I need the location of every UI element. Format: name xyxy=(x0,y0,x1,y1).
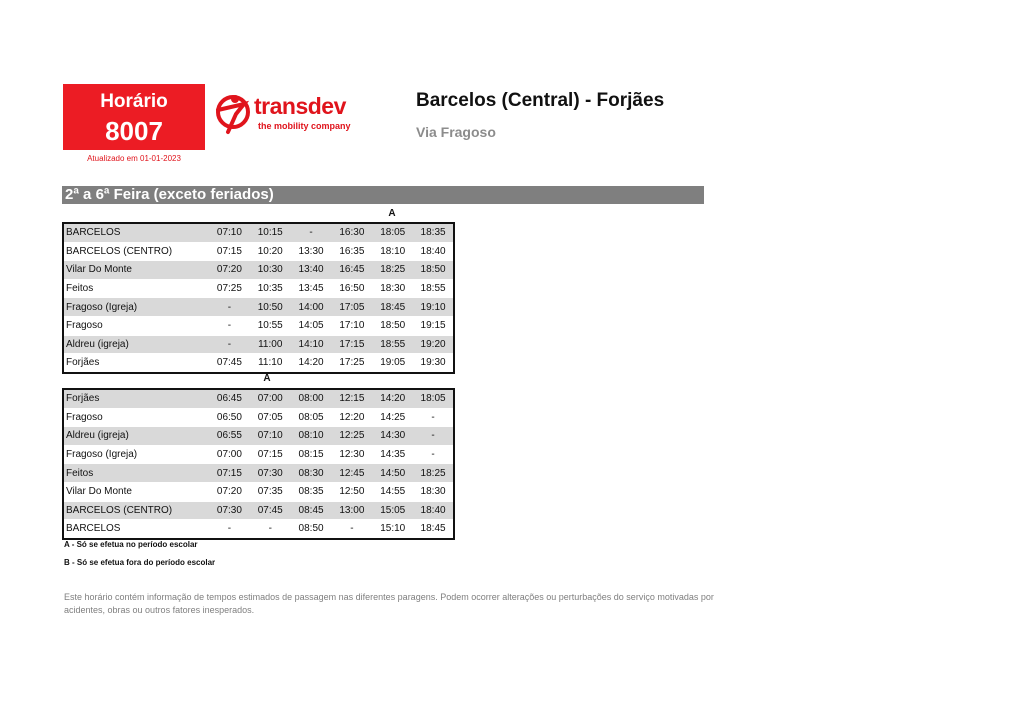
timetable-outbound xyxy=(62,222,455,374)
departure-time: 08:30 xyxy=(291,464,332,483)
departure-time: 17:25 xyxy=(331,354,372,373)
departure-time: 18:55 xyxy=(413,279,454,298)
departure-time: 08:15 xyxy=(291,445,332,464)
legend-b: B - Só se efetua fora do período escolar xyxy=(64,558,216,567)
departure-time: - xyxy=(209,520,250,539)
departure-time: 07:30 xyxy=(209,501,250,520)
departure-time: 12:30 xyxy=(331,445,372,464)
logo-word: transdev xyxy=(254,93,346,119)
departure-time: 11:00 xyxy=(250,335,291,354)
departure-time: 16:50 xyxy=(331,279,372,298)
updated-date: Atualizado em 01-01-2023 xyxy=(87,154,181,163)
departure-time: - xyxy=(413,427,454,446)
departure-time: 08:05 xyxy=(291,408,332,427)
transdev-figure-icon xyxy=(214,92,252,136)
departure-time: 08:00 xyxy=(291,389,332,408)
stop-name: BARCELOS xyxy=(63,520,209,539)
departure-time: 07:15 xyxy=(209,242,250,261)
departure-time: 19:30 xyxy=(413,354,454,373)
departure-time: 17:15 xyxy=(331,335,372,354)
departure-time: 14:35 xyxy=(372,445,413,464)
stop-name: Aldreu (igreja) xyxy=(63,427,209,446)
departure-time: 06:55 xyxy=(209,427,250,446)
departure-time: 13:30 xyxy=(291,242,332,261)
departure-time: 18:40 xyxy=(413,242,454,261)
departure-time: 14:00 xyxy=(291,298,332,317)
departure-time: 14:10 xyxy=(291,335,332,354)
departure-time: 16:45 xyxy=(331,261,372,280)
departure-time: - xyxy=(209,298,250,317)
table-row xyxy=(63,464,454,483)
stop-name: Vilar Do Monte xyxy=(63,261,209,280)
departure-time: 12:50 xyxy=(331,482,372,501)
departure-time: 16:30 xyxy=(331,223,372,242)
table-row xyxy=(63,520,454,539)
departure-time: 07:05 xyxy=(250,408,291,427)
departure-time: 07:45 xyxy=(250,501,291,520)
stop-name: Aldreu (igreja) xyxy=(63,335,209,354)
stop-name: Fragoso xyxy=(63,408,209,427)
stop-name: Fragoso (Igreja) xyxy=(63,298,209,317)
departure-time: 18:45 xyxy=(413,520,454,539)
departure-time: - xyxy=(291,223,332,242)
departure-time: 18:35 xyxy=(413,223,454,242)
departure-time: 17:10 xyxy=(331,316,372,335)
departure-time: 06:45 xyxy=(209,389,250,408)
table-row xyxy=(63,335,454,354)
departure-time: 12:25 xyxy=(331,427,372,446)
route-via: Via Fragoso xyxy=(416,124,496,140)
departure-time: 18:50 xyxy=(413,261,454,280)
route-number: 8007 xyxy=(105,116,163,146)
departure-time: 10:35 xyxy=(250,279,291,298)
departure-time: 19:15 xyxy=(413,316,454,335)
departure-time: 19:20 xyxy=(413,335,454,354)
route-title: Barcelos (Central) - Forjães xyxy=(416,90,665,111)
table-row xyxy=(63,408,454,427)
departure-time: 13:00 xyxy=(331,501,372,520)
stop-name: BARCELOS (CENTRO) xyxy=(63,501,209,520)
section-header: 2ª a 6ª Feira (exceto feriados) xyxy=(62,186,704,204)
departure-time: 08:45 xyxy=(291,501,332,520)
departure-time: 18:50 xyxy=(372,316,413,335)
table-row xyxy=(63,354,454,373)
departure-time: 08:35 xyxy=(291,482,332,501)
departure-time: 18:25 xyxy=(372,261,413,280)
departure-time: 12:45 xyxy=(331,464,372,483)
departure-time: 07:20 xyxy=(209,261,250,280)
stop-name: Forjães xyxy=(63,354,209,373)
departure-time: 18:25 xyxy=(413,464,454,483)
departure-time: 19:10 xyxy=(413,298,454,317)
departure-time: - xyxy=(250,520,291,539)
departure-time: 07:10 xyxy=(250,427,291,446)
stop-name: Feitos xyxy=(63,279,209,298)
departure-time: - xyxy=(413,445,454,464)
departure-time: 07:25 xyxy=(209,279,250,298)
departure-time: 12:20 xyxy=(331,408,372,427)
departure-time: 07:30 xyxy=(250,464,291,483)
departure-time: 18:55 xyxy=(372,335,413,354)
departure-time: 12:15 xyxy=(331,389,372,408)
stop-name: Forjães xyxy=(63,389,209,408)
table-row xyxy=(63,501,454,520)
table-row xyxy=(63,482,454,501)
departure-time: 07:00 xyxy=(209,445,250,464)
departure-time: 18:45 xyxy=(372,298,413,317)
stop-name: Feitos xyxy=(63,464,209,483)
departure-time: 07:45 xyxy=(209,354,250,373)
departure-time: 07:00 xyxy=(250,389,291,408)
departure-time: 14:55 xyxy=(372,482,413,501)
departure-time: 14:20 xyxy=(291,354,332,373)
departure-time: 18:40 xyxy=(413,501,454,520)
table-row xyxy=(63,279,454,298)
legend-a: A - Só se efetua no período escolar xyxy=(64,540,198,549)
stop-name: Fragoso xyxy=(63,316,209,335)
table-row xyxy=(63,316,454,335)
table-row xyxy=(63,223,454,242)
departure-time: 14:50 xyxy=(372,464,413,483)
departure-time: 15:10 xyxy=(372,520,413,539)
departure-time: 14:25 xyxy=(372,408,413,427)
table-row xyxy=(63,445,454,464)
departure-time: 08:10 xyxy=(291,427,332,446)
departure-time: 08:50 xyxy=(291,520,332,539)
departure-time: 19:05 xyxy=(372,354,413,373)
table-row xyxy=(63,298,454,317)
departure-time: - xyxy=(209,316,250,335)
table-row xyxy=(63,389,454,408)
departure-time: 15:05 xyxy=(372,501,413,520)
departure-time: 17:05 xyxy=(331,298,372,317)
departure-time: 13:45 xyxy=(291,279,332,298)
table-row xyxy=(63,242,454,261)
departure-time: 10:15 xyxy=(250,223,291,242)
departure-time: 18:10 xyxy=(372,242,413,261)
route-number-badge xyxy=(63,84,205,150)
departure-time: 10:55 xyxy=(250,316,291,335)
departure-time: 18:30 xyxy=(372,279,413,298)
departure-time: 07:10 xyxy=(209,223,250,242)
departure-time: 18:30 xyxy=(413,482,454,501)
departure-time: 18:05 xyxy=(413,389,454,408)
badge-label: Horário xyxy=(100,91,168,112)
table-row xyxy=(63,261,454,280)
departure-time: - xyxy=(331,520,372,539)
disclaimer-text: Este horário contém informação de tempos estimados de passagem nas diferentes paragens. Podem ocorrer alterações ou perturbações do serviço motivadas por acidentes, obras ou outros fatores inesperados. xyxy=(64,592,714,615)
departure-time: - xyxy=(209,335,250,354)
departure-time: - xyxy=(413,408,454,427)
departure-time: 11:10 xyxy=(250,354,291,373)
departure-time: 10:30 xyxy=(250,261,291,280)
departure-time: 14:05 xyxy=(291,316,332,335)
departure-time: 07:15 xyxy=(209,464,250,483)
departure-time: 14:20 xyxy=(372,389,413,408)
departure-time: 16:35 xyxy=(331,242,372,261)
departure-time: 13:40 xyxy=(291,261,332,280)
departure-time: 07:35 xyxy=(250,482,291,501)
stop-name: Vilar Do Monte xyxy=(63,482,209,501)
departure-time: 06:50 xyxy=(209,408,250,427)
stop-name: BARCELOS xyxy=(63,223,209,242)
stop-name: Fragoso (Igreja) xyxy=(63,445,209,464)
departure-time: 14:30 xyxy=(372,427,413,446)
departure-time: 07:15 xyxy=(250,445,291,464)
timetable-return xyxy=(62,388,455,540)
departure-time: 10:50 xyxy=(250,298,291,317)
logo-tagline: the mobility company xyxy=(258,121,351,131)
column-note-marker: A xyxy=(388,208,396,219)
stop-name: BARCELOS (CENTRO) xyxy=(63,242,209,261)
departure-time: 10:20 xyxy=(250,242,291,261)
table-row xyxy=(63,427,454,446)
departure-time: 18:05 xyxy=(372,223,413,242)
column-note-marker: A xyxy=(263,373,271,384)
departure-time: 07:20 xyxy=(209,482,250,501)
transdev-logo xyxy=(214,88,354,138)
